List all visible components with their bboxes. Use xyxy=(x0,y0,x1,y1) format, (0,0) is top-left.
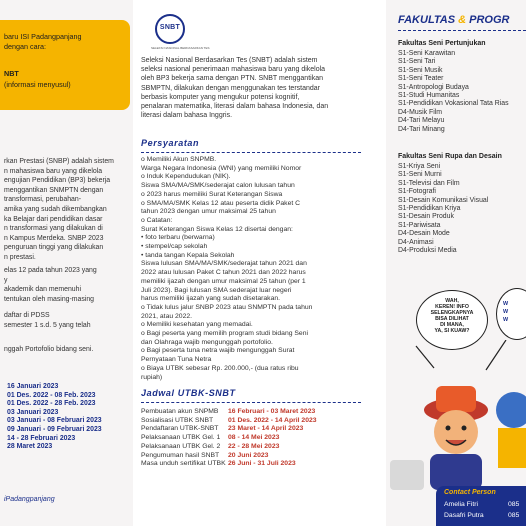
fsp-heading: Fakultas Seni Pertunjukan xyxy=(398,40,486,47)
paragraph-line: n mahasiswa baru yang dikelola xyxy=(4,167,103,175)
title-amp: & xyxy=(458,14,467,26)
logo-text: SNBT xyxy=(159,24,181,31)
paragraph-line: elas 12 pada tahun 2023 yang xyxy=(4,267,97,274)
bubble-line: KEREN! INFO xyxy=(435,304,469,310)
schedule-date: 03 Januari - 08 Februari 2023 xyxy=(7,417,102,425)
requirement-line: • stempel/cap sekolah xyxy=(141,243,208,251)
program-item: D4-Tari Minang xyxy=(398,125,445,133)
speech-bubble-2 xyxy=(496,288,526,340)
requirement-line: • tanda tangan Kepala Sekolah xyxy=(141,251,235,259)
left-panel xyxy=(0,0,133,526)
headwrap-icon xyxy=(436,386,476,412)
schedule-label: Pengumuman hasil SNBT xyxy=(141,451,220,459)
paragraph-line: menggantikan SNMPTN dengan xyxy=(4,186,104,194)
paragraph-line: Seleksi Nasional Berdasarkan Tes (SNBT) adalah sistem xyxy=(141,57,318,64)
schedule-labels xyxy=(141,408,226,469)
program-item: S1-Fotografi xyxy=(398,188,436,196)
program-item: S1-Studi Humanitas xyxy=(398,92,460,100)
program-item: S1-Televisi dan Film xyxy=(398,179,460,187)
schedule-date: 08 - 14 Mei 2023 xyxy=(228,434,280,442)
schedule-label: Pendaftaran UTBK-SNBT xyxy=(141,425,219,433)
paragraph-line: oleh BP3 bekerja sama dengan PTN. SNBT menggantikan xyxy=(141,75,323,83)
paragraph-line: penalaran matematika, literasi dalam bahasa Indonesia, dan xyxy=(141,103,329,111)
contact-phone[interactable]: 085 xyxy=(508,512,520,519)
schedule-date: 01 Des. 2022 - 14 April 2023 xyxy=(228,416,317,424)
bubble-line: WAH, xyxy=(445,298,459,304)
requirement-line: o Bagi peserta tuna netra wajib mengunggah Surat xyxy=(141,347,295,355)
jadwal-title: Jadwal UTBK-SNBT xyxy=(141,388,236,398)
snbp-registration xyxy=(4,311,91,330)
paragraph-line: literasi dalam bahasa Inggris. xyxy=(141,112,233,120)
schedule-date: 23 Maret - 14 April 2023 xyxy=(228,425,304,433)
requirement-line: harus memiliki ijazah yang sudah disetarakan. xyxy=(141,295,281,303)
schedule-label: Pembuatan akun SNPMB xyxy=(141,408,219,415)
paragraph-line: penguruan tinggi yang dilakukan xyxy=(4,244,104,252)
schedule-date: 16 Februari - 03 Maret 2023 xyxy=(228,408,316,415)
bubble-line: W xyxy=(503,309,509,315)
paragraph-line: n Kampus Merdeka. SNBP 2023 xyxy=(4,234,104,242)
contact-title: Contact Person xyxy=(444,489,496,496)
program-item: S1-Desain Produk xyxy=(398,213,454,221)
program-item: S1-Desain Komunikasi Visual xyxy=(398,196,489,204)
program-item: S1-Seni Musik xyxy=(398,66,443,74)
snbp-portfolio xyxy=(4,345,93,355)
fsrd-heading: Fakultas Seni Rupa dan Desain xyxy=(398,153,502,160)
schedule-dates xyxy=(228,408,317,469)
bubble-line: BISA DILIHAT xyxy=(435,316,469,322)
requirement-line: o 2023 harus memiliki Surat Keterangan Siswa xyxy=(141,190,283,198)
bubble-line: DI MANA, xyxy=(440,322,464,328)
snbt-description xyxy=(141,56,328,120)
snbp-schedule-dates xyxy=(7,383,102,452)
persyaratan-title: Persyaratan xyxy=(141,138,200,148)
character3-icon xyxy=(496,392,526,428)
requirement-line: memiliki ijazah dengan umur maksimal 25 tahun (per 1 xyxy=(141,277,306,285)
faculty-title xyxy=(398,14,509,26)
paragraph-line: engujian Pendidikan (BP3) bekerja xyxy=(4,177,111,185)
cartoon-characters-illustration xyxy=(386,340,526,490)
schedule-label: Sosialisasi UTBK SNBT xyxy=(141,416,214,424)
contact-name: Dasafri Putra xyxy=(444,512,484,519)
program-item: D4-Produksi Media xyxy=(398,247,457,255)
section-divider xyxy=(141,152,361,153)
paragraph-line: berbasis komputer yang mengukur potensi kognitif, xyxy=(141,93,300,101)
fsp-program-list xyxy=(398,50,509,134)
title-divider xyxy=(398,30,526,31)
requirement-line: Siswa lulusan SMA/MA/SMK/sederajat tahun 2021 dan xyxy=(141,260,307,268)
snbp-description xyxy=(4,157,114,263)
requirement-line: rupiah) xyxy=(141,373,163,381)
box-line: NBT xyxy=(4,69,19,78)
title-part: PROGR xyxy=(466,14,510,26)
requirement-line: Surat Keterangan Siswa Kelas 12 disertai dengan: xyxy=(141,225,293,233)
requirement-line: o Memiliki kesehatan yang memadai. xyxy=(141,321,253,329)
logo-tagline: SELEKSI NASIONAL BERDASARKAN TES xyxy=(151,46,210,50)
requirement-line: Siswa SMA/MA/SMK/sederajat calon lulusan tahun xyxy=(141,182,295,190)
contact-name: Amelia Fitri xyxy=(444,501,478,508)
social-handle: iPadangpanjang xyxy=(4,496,55,503)
paragraph-line: semester 1 s.d. 5 yang telah xyxy=(4,321,91,329)
program-item: S1-Pendidikan Vokasional Tata Rias xyxy=(398,100,509,108)
program-item: S1-Pariwisata xyxy=(398,221,441,229)
requirement-line: o Bagi peserta yang memilih program studi bidang Seni xyxy=(141,330,308,338)
contact-person-box xyxy=(436,486,526,526)
requirement-line: o Memiliki Akun SNPMB. xyxy=(141,156,217,163)
requirement-line: o Biaya UTBK sebesar Rp. 200.000,- (dua ratus ribu xyxy=(141,364,299,372)
program-item: D4-Musik Film xyxy=(398,108,443,116)
section-divider xyxy=(141,402,361,403)
requirement-line: o SMA/MA/SMK Kelas 12 atau peserta didik Paket C xyxy=(141,199,301,207)
program-item: S1-Kriya Seni xyxy=(398,163,441,170)
program-item: D4-Tari Melayu xyxy=(398,117,445,125)
schedule-label: Pelaksanaan UTBK Gel. 2 xyxy=(141,442,221,450)
schedule-date: 16 Januari 2023 xyxy=(7,383,59,390)
program-item: D4-Animasi xyxy=(398,238,434,246)
paragraph-line: transformasi, perubahan- xyxy=(4,196,81,204)
schedule-date: 26 Juni - 31 Juli 2023 xyxy=(228,460,296,468)
schedule-date: 03 Januari 2023 xyxy=(7,408,59,416)
requirement-line: Pernyataan Tuna Netra xyxy=(141,356,212,364)
paragraph-line: nggah Portofolio bidang seni. xyxy=(4,346,94,353)
schedule-date: 22 - 28 Mei 2023 xyxy=(228,442,280,450)
snbt-panel xyxy=(133,0,386,526)
schedule-date: 14 - 28 Februari 2023 xyxy=(7,434,76,442)
speech-bubble xyxy=(416,290,488,350)
schedule-label: Masa unduh sertifikat UTBK xyxy=(141,460,226,468)
box-line: (informasi menyusul) xyxy=(4,80,71,89)
requirement-line: dan Olahraga wajib mengunggah portofolio. xyxy=(141,338,273,346)
bubble-line: W xyxy=(503,317,509,323)
paragraph-line: ka Belajar dari pendidikan dasar xyxy=(4,215,103,223)
paragraph-line: rkan Prestasi (SNBP) adalah sistem xyxy=(4,158,114,165)
requirement-line: 2021, atau 2022. xyxy=(141,312,193,320)
requirements-list xyxy=(141,156,312,382)
paragraph-line: tentukan oleh masing-masing xyxy=(4,295,95,303)
paragraph-line: seleksi nasional penerimaan mahasiswa baru yang dikelola xyxy=(141,66,326,74)
box-line: dengan cara: xyxy=(4,42,46,51)
paragraph-line: n transformasi yang dilakukan di xyxy=(4,225,103,233)
paragraph-line: akademik dan memenuhi xyxy=(4,286,81,294)
faculty-panel xyxy=(386,0,526,526)
bubble-line: SELENGKAPNYA xyxy=(430,310,474,316)
paragraph-line: y xyxy=(4,276,8,284)
title-part: FAKULTAS xyxy=(398,14,459,26)
program-item: S1-Seni Karawitan xyxy=(398,50,456,57)
box-line: baru ISI Padangpanjang xyxy=(4,32,82,41)
paragraph-line: daftar di PDSS xyxy=(4,312,50,319)
bubble-line: W xyxy=(503,301,509,307)
program-item: S1-Seni Teater xyxy=(398,75,444,83)
snbp-requirements xyxy=(4,266,97,304)
requirement-line: Warga Negara Indonesia (WNI) yang memiliki Nomor xyxy=(141,164,302,172)
requirement-line: o Catatan: xyxy=(141,216,173,224)
program-item: S1-Seni Murni xyxy=(398,171,442,179)
program-item: S1-Pendidikan Kriya xyxy=(398,205,461,213)
requirement-line: 2022 atau lulusan Paket C tahun 2021 dan 2022 harus xyxy=(141,269,306,277)
registration-box xyxy=(0,20,130,110)
requirement-line: o Tidak lulus jalur SNBP 2023 atau SNMPTN pada tahun xyxy=(141,303,313,311)
fsrd-program-list xyxy=(398,163,488,255)
requirement-line: tahun 2023 dengan umur maksimal 25 tahun xyxy=(141,208,276,216)
paragraph-line: amika yang sudah dikembangkan xyxy=(4,205,107,213)
schedule-date: 20 Juni 2023 xyxy=(228,451,269,459)
program-item: S1-Seni Tari xyxy=(398,58,436,66)
program-item: S1-Antropologi Budaya xyxy=(398,83,469,91)
schedule-date: 01 Des. 2022 - 28 Feb. 2023 xyxy=(7,400,96,408)
bubble-line: YA, SI KUAW? xyxy=(434,328,470,334)
schedule-label: Pelaksanaan UTBK Gel. 1 xyxy=(141,434,221,442)
schedule-date: 09 Januari - 09 Februari 2023 xyxy=(7,425,102,433)
requirement-line: • foto terbaru (berwarna) xyxy=(141,234,215,242)
body-icon xyxy=(430,454,482,490)
schedule-date: 28 Maret 2023 xyxy=(7,443,53,451)
face-icon xyxy=(434,410,478,454)
character2-icon xyxy=(390,460,424,490)
program-item: D4-Desain Mode xyxy=(398,230,450,238)
paragraph-line: SBMPTN, dilakukan dengan menggunakan tes terstandar xyxy=(141,84,320,92)
contact-phone[interactable]: 085 xyxy=(508,501,520,508)
requirement-line: Juli 2023). Bagi lulusan SMA sederajat luar negeri xyxy=(141,286,292,294)
paragraph-line: n prestasi. xyxy=(4,253,36,261)
schedule-date: 01 Des. 2022 - 08 Feb. 2023 xyxy=(7,391,96,399)
snbt-logo xyxy=(155,14,185,44)
requirement-line: o Induk Kependudukan (NIK). xyxy=(141,173,231,181)
